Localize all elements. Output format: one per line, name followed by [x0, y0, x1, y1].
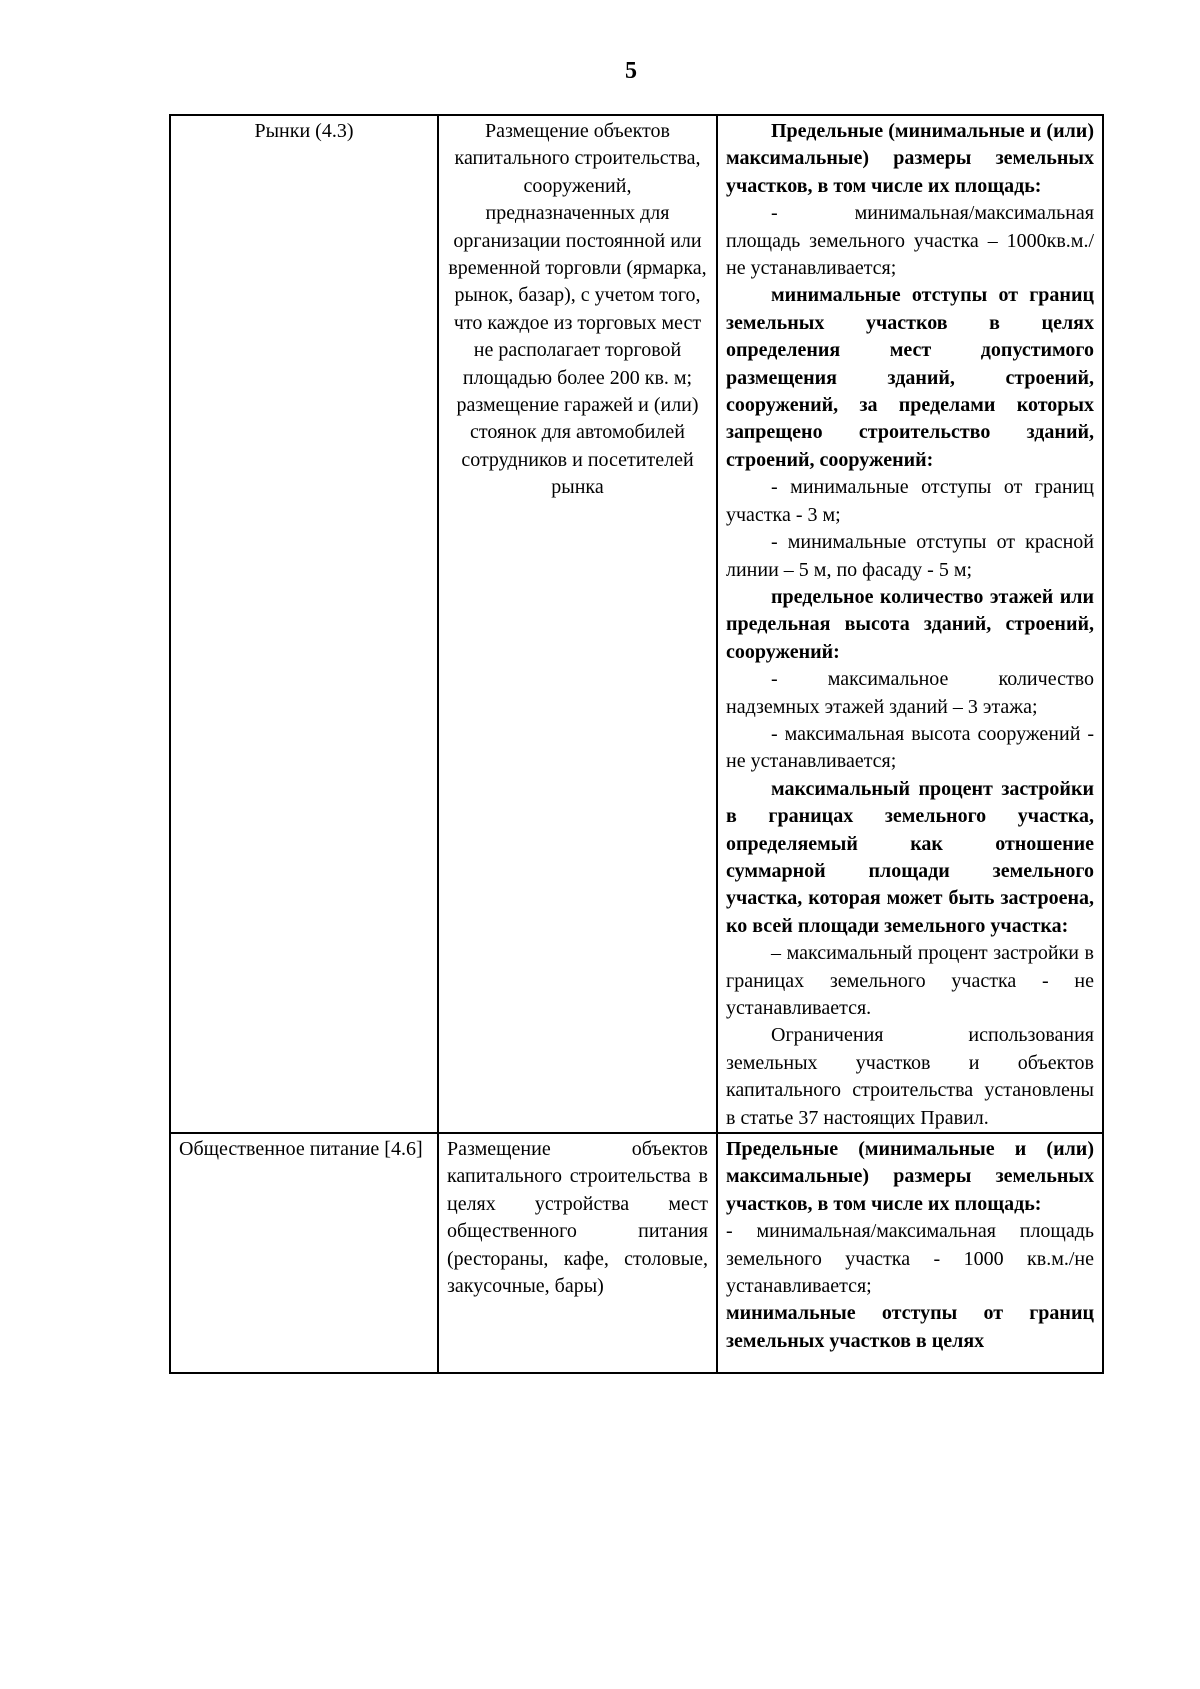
parameter-heading: Предельные (минимальные и (или) максимальные) размеры земельных участков, в том числе их площадь:	[726, 1138, 1094, 1215]
parameter-item: - максимальная высота сооружений - не устанавливается;	[726, 722, 1094, 773]
land-use-description-cell: Размещение объектов капитального строительства, сооружений, предназначенных для организации постоянной или временной торговли (ярмарка, рынок, базар), с учетом того, что каждое из торговых мест не располагает торговой площадью более 200 кв. м; размещение гаражей и (или) стоянок для автомобилей сотрудников и посетителей рынка	[438, 115, 717, 1133]
parameter-item: - минимальные отступы от красной линии – 5 м, по фасаду - 5 м;	[726, 531, 1094, 581]
parameter-item: - минимальные отступы от границ участка - 3 м;	[726, 476, 1094, 526]
land-use-description-cell: Размещение объектов капитального строительства в целях устройства мест общественного питания (рестораны, кафе, столовые, закусочные, бары)	[438, 1133, 717, 1373]
restrictions-note: Ограничения использования земельных участков и объектов капитального строительства установлены в статье 37 настоящих Правил.	[726, 1024, 1094, 1129]
parameter-heading: минимальные отступы от границ земельных участков в целях определения мест допустимого размещения зданий, строений, сооружений, за пределами которых запрещено строительство зданий, строений, сооружений:	[726, 284, 1094, 471]
parameter-heading: Предельные (минимальные и (или) максимальные) размеры земельных участков, в том числе их площадь:	[726, 120, 1094, 197]
table-row	[170, 115, 1103, 1133]
parameter-item: - минимальная/максимальная площадь земельного участка - 1000 кв.м./не устанавливается;	[726, 1220, 1094, 1298]
land-use-type-cell: Общественное питание [4.6]	[170, 1133, 438, 1373]
parameter-item: – максимальный процент застройки в границах земельного участка - не устанавливается.	[726, 942, 1094, 1019]
table-row	[170, 1133, 1103, 1373]
page-number: 5	[625, 58, 637, 84]
land-use-parameters-cell	[717, 115, 1103, 1133]
parameter-heading: максимальный процент застройки в границах земельного участка, определяемый как отношение суммарной площади земельного участка, которая может быть застроена, ко всей площади земельного участка:	[726, 777, 1094, 937]
parameter-heading: минимальные отступы от границ земельных участков в целях	[726, 1302, 1094, 1352]
parameter-item: - минимальная/максимальная площадь земельного участка – 1000кв.м./не устанавливается;	[726, 202, 1094, 280]
zoning-regulations-table	[169, 114, 1104, 1374]
parameter-heading: предельное количество этажей или предельная высота зданий, строений, сооружений:	[726, 585, 1094, 663]
land-use-parameters-cell	[717, 1133, 1103, 1373]
parameter-item: - максимальное количество надземных этажей зданий – 3 этажа;	[726, 668, 1094, 718]
land-use-type-cell: Рынки (4.3)	[170, 115, 438, 1133]
